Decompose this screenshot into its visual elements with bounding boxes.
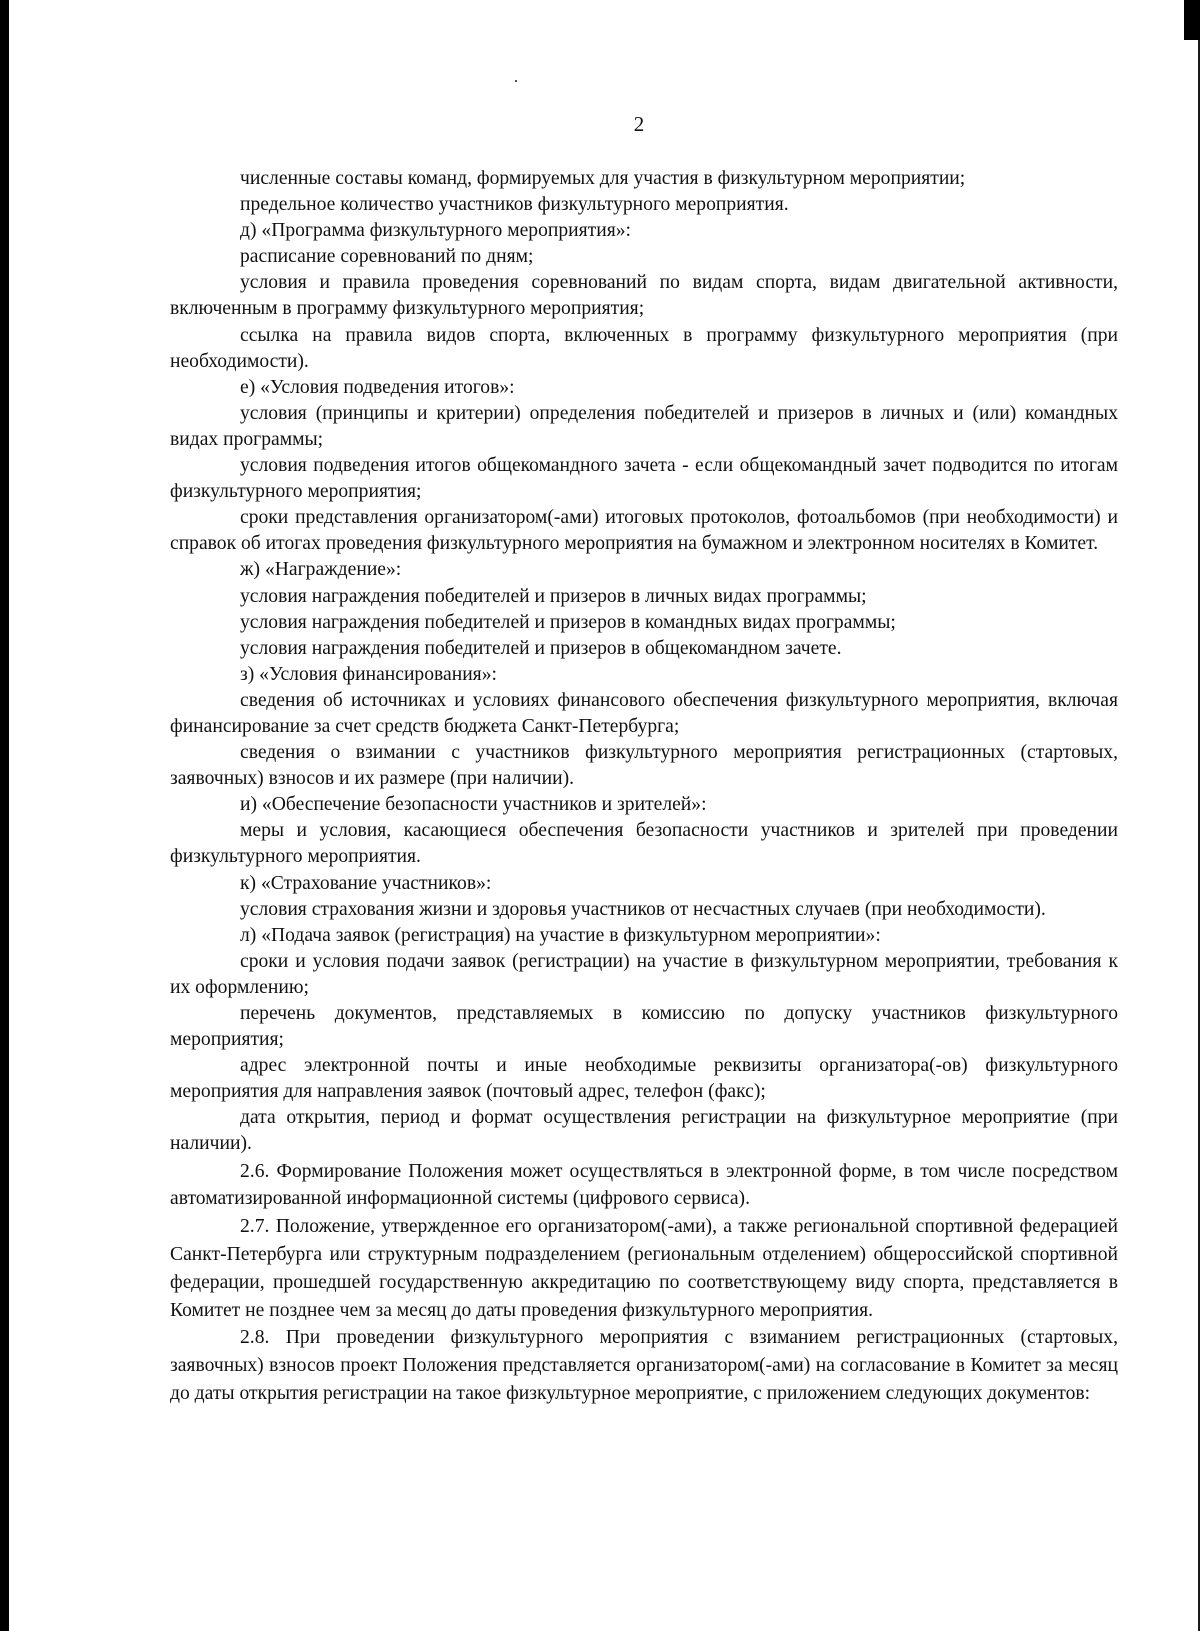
paragraph: численные составы команд, формируемых для участия в физкультурном мероприятии; (240, 168, 966, 189)
numbered-clause: 2.8. При проведении физкультурного мероприятия с взиманием регистрационных (стартовых, заявочных) взносов проект Положения представляется организатором(-ами) на согласование в Комитет за месяц до даты открытия регистрации на такое физкультурное мероприятие, с приложением следующих документов: (170, 1327, 1118, 1404)
section-heading: е) «Условия подведения итогов»: (240, 376, 515, 398)
paragraph: условия награждения победителей и призеров в командных видах программы; (240, 611, 896, 633)
paragraph: условия страхования жизни и здоровья участников от несчастных случаев (при необходимости). (240, 898, 1046, 920)
paragraph: сроки представления организатором(-ами) итоговых протоколов, фотоальбомов (при необходимости) и справок об итогах проведения физкультурного мероприятия на бумажном и электронном носителях в Комитет. (170, 507, 1118, 555)
paragraph: условия и правила проведения соревнований по видам спорта, видам двигательной активности, включенным в программу физкультурного мероприятия; (170, 272, 1118, 320)
paragraph: условия подведения итогов общекомандного зачета - если общекомандный зачет подводится по итогам физкультурного мероприятия; (170, 455, 1118, 503)
section-heading: д) «Программа физкультурного мероприятия»: (240, 220, 631, 242)
paragraph: условия награждения победителей и призеров в общекомандном зачете. (240, 637, 842, 659)
section-heading: л) «Подача заявок (регистрация) на участие в физкультурном мероприятии»: (240, 924, 881, 946)
page-number: 2 (633, 112, 645, 136)
section-heading: ж) «Награждение»: (240, 559, 402, 581)
scan-edge-left (0, 0, 9, 1631)
paragraph: перечень документов, представляемых в комиссию по допуску участников физкультурного мероприятия; (170, 1003, 1118, 1051)
paragraph: дата открытия, период и формат осуществления регистрации на физкультурное мероприятие (при наличии). (170, 1107, 1118, 1155)
paragraph: адрес электронной почты и иные необходимые реквизиты организатора(-ов) физкультурного мероприятия для направления заявок (почтовый адрес, телефон (факс); (170, 1055, 1118, 1103)
paragraph: ссылка на правила видов спорта, включенных в программу физкультурного мероприятия (при необходимости). (170, 324, 1118, 372)
paragraph: сроки и условия подачи заявок (регистрации) на участие в физкультурном мероприятии, требования к их оформлению; (170, 950, 1118, 998)
section-heading: з) «Условия финансирования»: (240, 663, 497, 685)
paragraph: условия (принципы и критерии) определения победителей и призеров в личных и (или) командных видах программы; (170, 402, 1118, 450)
paragraph: условия награждения победителей и призеров в личных видах программы; (240, 585, 867, 607)
paragraph: предельное количество участников физкультурного мероприятия. (240, 194, 789, 216)
paragraph: меры и условия, касающиеся обеспечения безопасности участников и зрителей при проведении физкультурного мероприятия. (170, 820, 1118, 868)
section-heading: к) «Страхование участников»: (240, 872, 492, 894)
numbered-clause: 2.6. Формирование Положения может осуществляться в электронной форме, в том числе посредством автоматизированной информационной системы (цифрового сервиса). (170, 1160, 1118, 1210)
section-heading: и) «Обеспечение безопасности участников и зрителей»: (240, 794, 707, 816)
paragraph: расписание соревнований по дням; (240, 246, 534, 268)
document-body (170, 166, 1118, 1408)
numbered-clause: 2.7. Положение, утвержденное его организатором(-ами), а также региональной спортивной федерацией Санкт-Петербурга или структурным подразделением (региональным отделением) общероссийской спортивной федерации, прошедшей государственную аккредитацию по соответствующему виду спорта, представляется в Комитет не позднее чем за месяц до даты проведения физкультурного мероприятия. (170, 1216, 1118, 1321)
paragraph: сведения о взимании с участников физкультурного мероприятия регистрационных (стартовых, заявочных) взносов и их размере (при наличии). (170, 742, 1118, 790)
paragraph: сведения об источниках и условиях финансового обеспечения физкультурного мероприятия, включая финансирование за счет средств бюджета Санкт-Петербурга; (170, 689, 1118, 737)
scan-edge-corner (1184, 0, 1200, 40)
scan-speck (515, 80, 517, 82)
